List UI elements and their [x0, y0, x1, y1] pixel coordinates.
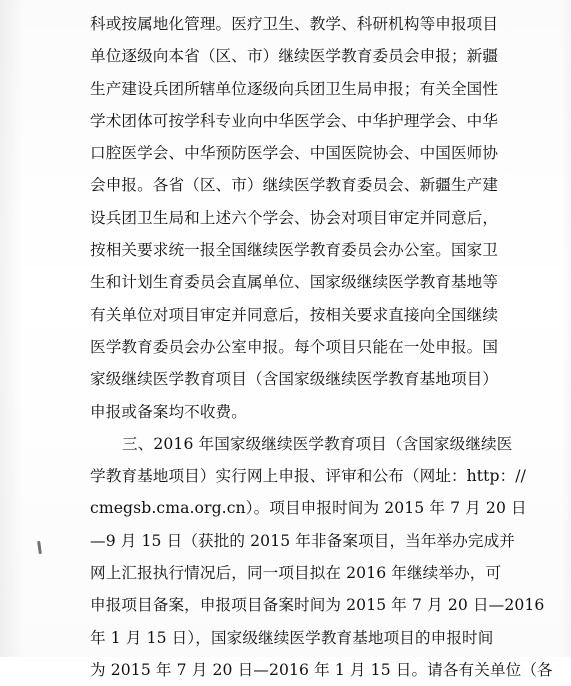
- text-line-20: 年 1 月 15 日），国家级继续医学教育基地项目的申报时间: [90, 628, 494, 647]
- text-line-12: 家级继续医学教育项目（含国家级继续医学教育基地项目）: [90, 370, 499, 389]
- text-line-19: 申报项目备案，申报项目备案时间为 2015 年 7 月 20 日—2016: [90, 596, 545, 615]
- text-line-6: 会申报。各省（区、市）继续医学教育委员会、新疆生产建: [90, 176, 499, 195]
- document-text-block: [90, 8, 553, 686]
- text-line-8: 按相关要求统一报全国继续医学教育委员会办公室。国家卫: [90, 241, 499, 260]
- scan-edge-shadow-right: [561, 0, 571, 657]
- text-line-21: 为 2015 年 7 月 20 日—2016 年 1 月 15 日。请各有关单位（各: [90, 660, 553, 679]
- text-line-18: 网上汇报执行情况后，同一项目拟在 2016 年继续举办，可: [90, 564, 502, 583]
- scan-mark: [37, 541, 42, 554]
- text-line-3: 生产建设兵团所辖单位逐级向兵团卫生局申报；有关全国性: [90, 79, 499, 98]
- text-line-10: 有关单位对项目审定并同意后，按相关要求直接向全国继续: [90, 305, 499, 324]
- text-line-11: 医学教育委员会办公室申报。每个项目只能在一处申报。国: [90, 337, 499, 356]
- text-line-2: 单位逐级向本省（区、市）继续医学教育委员会申报；新疆: [90, 47, 499, 66]
- text-line-13: 申报或备案均不收费。: [90, 402, 247, 421]
- scan-edge-shadow-left: [0, 0, 24, 657]
- text-line-4: 学术团体可按学科专业向中华医学会、中华护理学会、中华: [90, 111, 499, 130]
- text-line-16: cmegsb.cma.org.cn）。项目申报时间为 2015 年 7 月 20 日: [90, 499, 527, 518]
- text-line-9: 生和计划生育委员会直属单位、国家级继续医学教育基地等: [90, 273, 499, 292]
- text-line-14: 三、2016 年国家级继续医学教育项目（含国家级继续医: [122, 434, 513, 453]
- text-line-7: 设兵团卫生局和上述六个学会、协会对项目审定并同意后，: [90, 208, 499, 227]
- text-line-15: 学教育基地项目）实行网上申报、评审和公布（网址：http：//: [90, 467, 527, 486]
- text-line-1: 科或按属地化管理。医疗卫生、教学、科研机构等申报项目: [90, 15, 499, 33]
- text-line-17: —9 月 15 日（获批的 2015 年非备案项目，当年举办完成并: [90, 531, 516, 550]
- text-line-5: 口腔医学会、中华预防医学会、中国医院协会、中国医师协: [90, 144, 499, 163]
